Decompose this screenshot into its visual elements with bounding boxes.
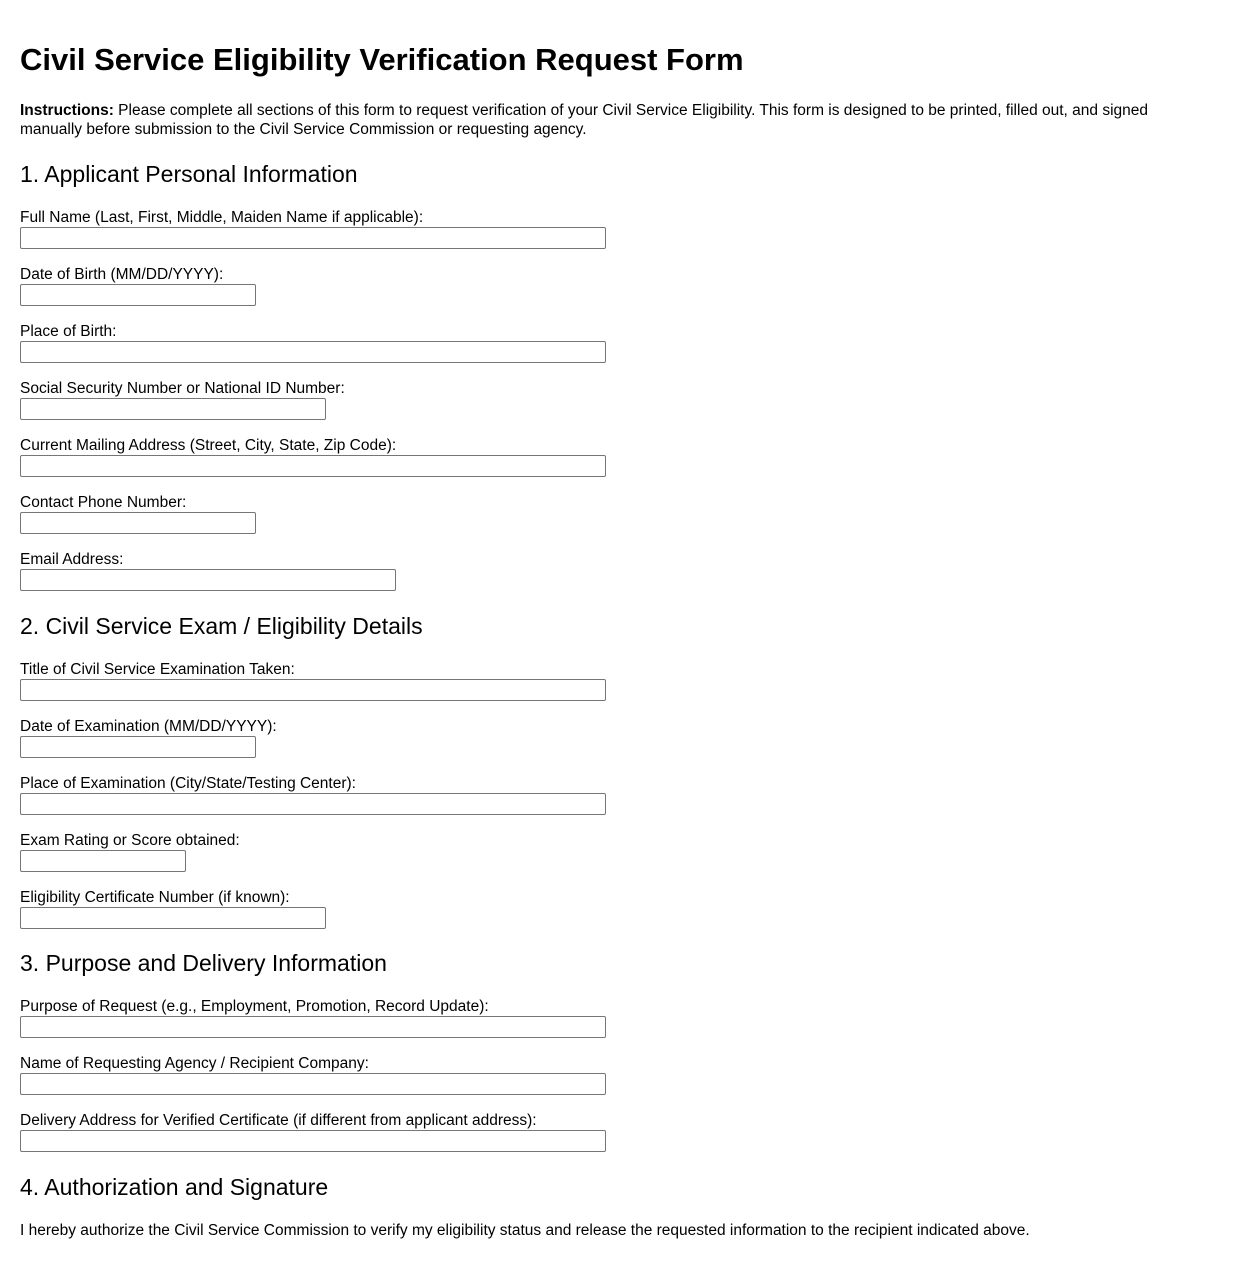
section-heading-purpose-delivery: 3. Purpose and Delivery Information [20,950,387,976]
exam-place-label: Place of Examination (City/State/Testing Center): [20,775,356,792]
exam-place-input[interactable] [20,793,606,815]
requesting-agency-input[interactable] [20,1073,606,1095]
exam-rating-input[interactable] [20,850,186,872]
date-of-birth-input[interactable] [20,284,256,306]
ssn-label: Social Security Number or National ID Number: [20,380,345,397]
exam-title-label: Title of Civil Service Examination Taken: [20,661,295,678]
exam-date-label: Date of Examination (MM/DD/YYYY): [20,718,277,735]
ssn-input[interactable] [20,398,326,420]
instructions-label: Instructions: [20,102,114,119]
purpose-label: Purpose of Request (e.g., Employment, Promotion, Record Update): [20,998,489,1015]
exam-title-input[interactable] [20,679,606,701]
section-heading-authorization: 4. Authorization and Signature [20,1174,329,1200]
certificate-number-label: Eligibility Certificate Number (if known): [20,889,290,906]
full-name-input[interactable] [20,227,606,249]
certificate-number-input[interactable] [20,907,326,929]
date-of-birth-label: Date of Birth (MM/DD/YYYY): [20,266,224,283]
requesting-agency-label: Name of Requesting Agency / Recipient Company: [20,1055,369,1072]
delivery-address-label: Delivery Address for Verified Certificate (if different from applicant address): [20,1112,537,1129]
full-name-label: Full Name (Last, First, Middle, Maiden Name if applicable): [20,209,424,226]
exam-date-input[interactable] [20,736,256,758]
email-input[interactable] [20,569,396,591]
place-of-birth-input[interactable] [20,341,606,363]
mailing-address-input[interactable] [20,455,606,477]
section-heading-exam-details: 2. Civil Service Exam / Eligibility Details [20,613,423,639]
instructions-text: Please complete all sections of this form to request verification of your Civil Service Eligibility. This form is designed to be printed, filled out, and signed manually before submission to the Civil Service Commission or requesting agency. [20,102,1148,138]
instructions-paragraph [20,101,1210,139]
delivery-address-input[interactable] [20,1130,606,1152]
place-of-birth-label: Place of Birth: [20,323,117,340]
exam-rating-label: Exam Rating or Score obtained: [20,832,240,849]
section-heading-applicant-info: 1. Applicant Personal Information [20,161,358,187]
email-label: Email Address: [20,551,124,568]
authorization-statement: I hereby authorize the Civil Service Commission to verify my eligibility status and release the requested information to the recipient indicated above. [20,1222,1030,1239]
phone-label: Contact Phone Number: [20,494,187,511]
mailing-address-label: Current Mailing Address (Street, City, State, Zip Code): [20,437,397,454]
phone-input[interactable] [20,512,256,534]
page-title: Civil Service Eligibility Verification Request Form [20,42,744,77]
purpose-input[interactable] [20,1016,606,1038]
